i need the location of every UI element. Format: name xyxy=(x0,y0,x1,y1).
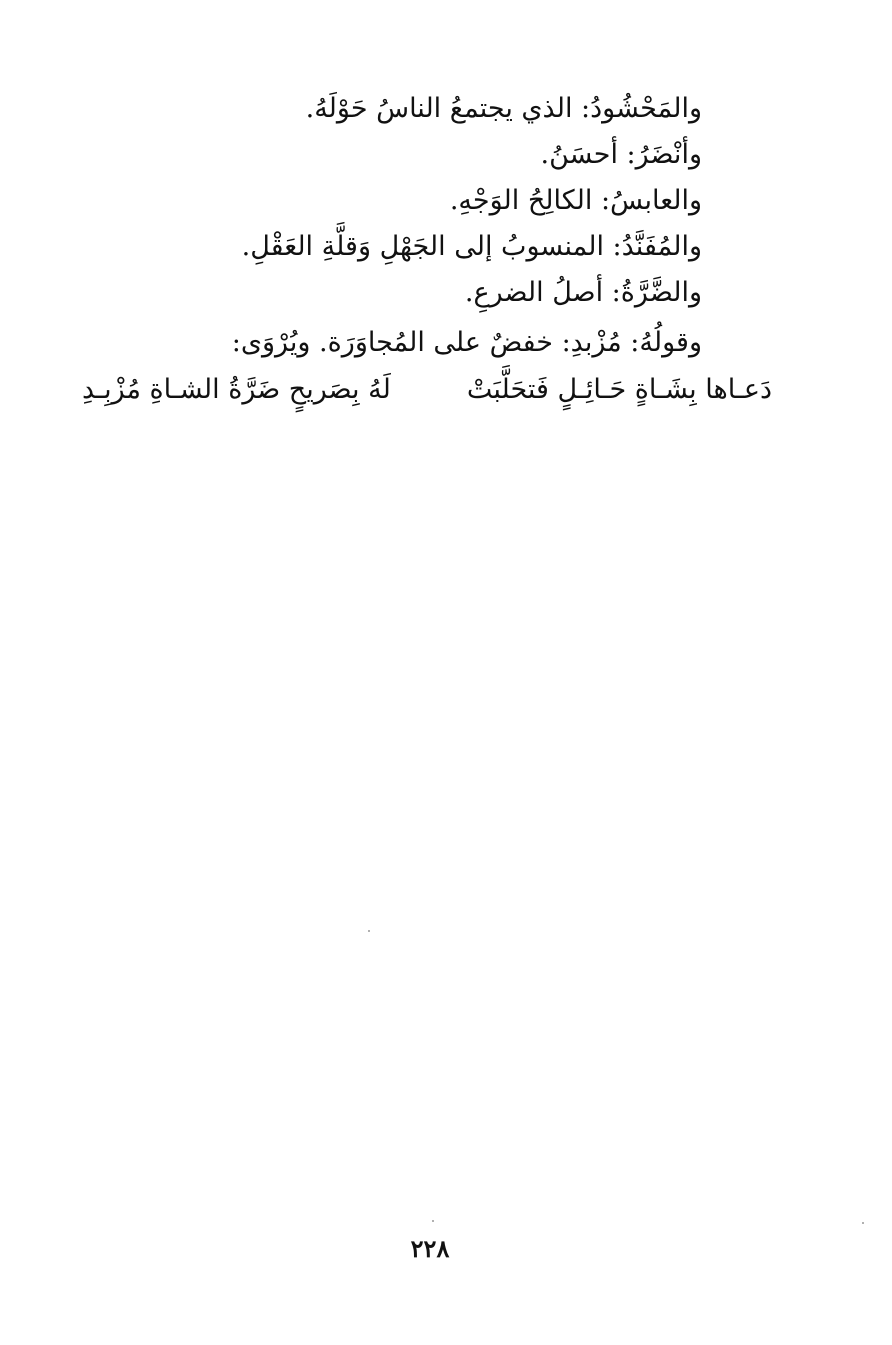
gloss-entry-abis: والعابسُ: الكالِحُ الوَجْهِ. xyxy=(449,185,702,216)
scan-speck xyxy=(368,930,370,932)
gloss-entry-mahshud: والمَحْشُودُ: الذي يجتمعُ الناسُ حَوْلَهُ. xyxy=(305,93,702,124)
gloss-entry-andar: وأنْضَرُ: أحسَنُ. xyxy=(540,139,702,170)
gloss-entry-muzbid-note: وقولُهُ: مُزْبدِ: خفضٌ على المُجاوَرَة. ويُرْوَى: xyxy=(231,327,702,358)
verse-second-hemistich: لَهُ بِصَريحٍ ضَرَّةُ الشـاةِ مُزْبِـدِ xyxy=(82,374,391,405)
verse-first-hemistich: دَعـاها بِشَـاةٍ حَـائِـلٍ فَتحَلَّبَتْ xyxy=(466,374,772,405)
scan-speck xyxy=(862,1222,864,1224)
poetry-verse xyxy=(82,367,772,413)
gloss-entry-darra: والضَّرَّةُ: أصلُ الضرعِ. xyxy=(464,277,702,308)
gloss-entry-mufannad: والمُفَنَّدُ: المنسوبُ إلى الجَهْلِ وَقلَّةِ العَقْلِ. xyxy=(241,231,702,262)
page-number: ٢٢٨ xyxy=(410,1234,450,1263)
scan-speck xyxy=(432,1220,434,1222)
glossary-entries xyxy=(142,86,702,366)
